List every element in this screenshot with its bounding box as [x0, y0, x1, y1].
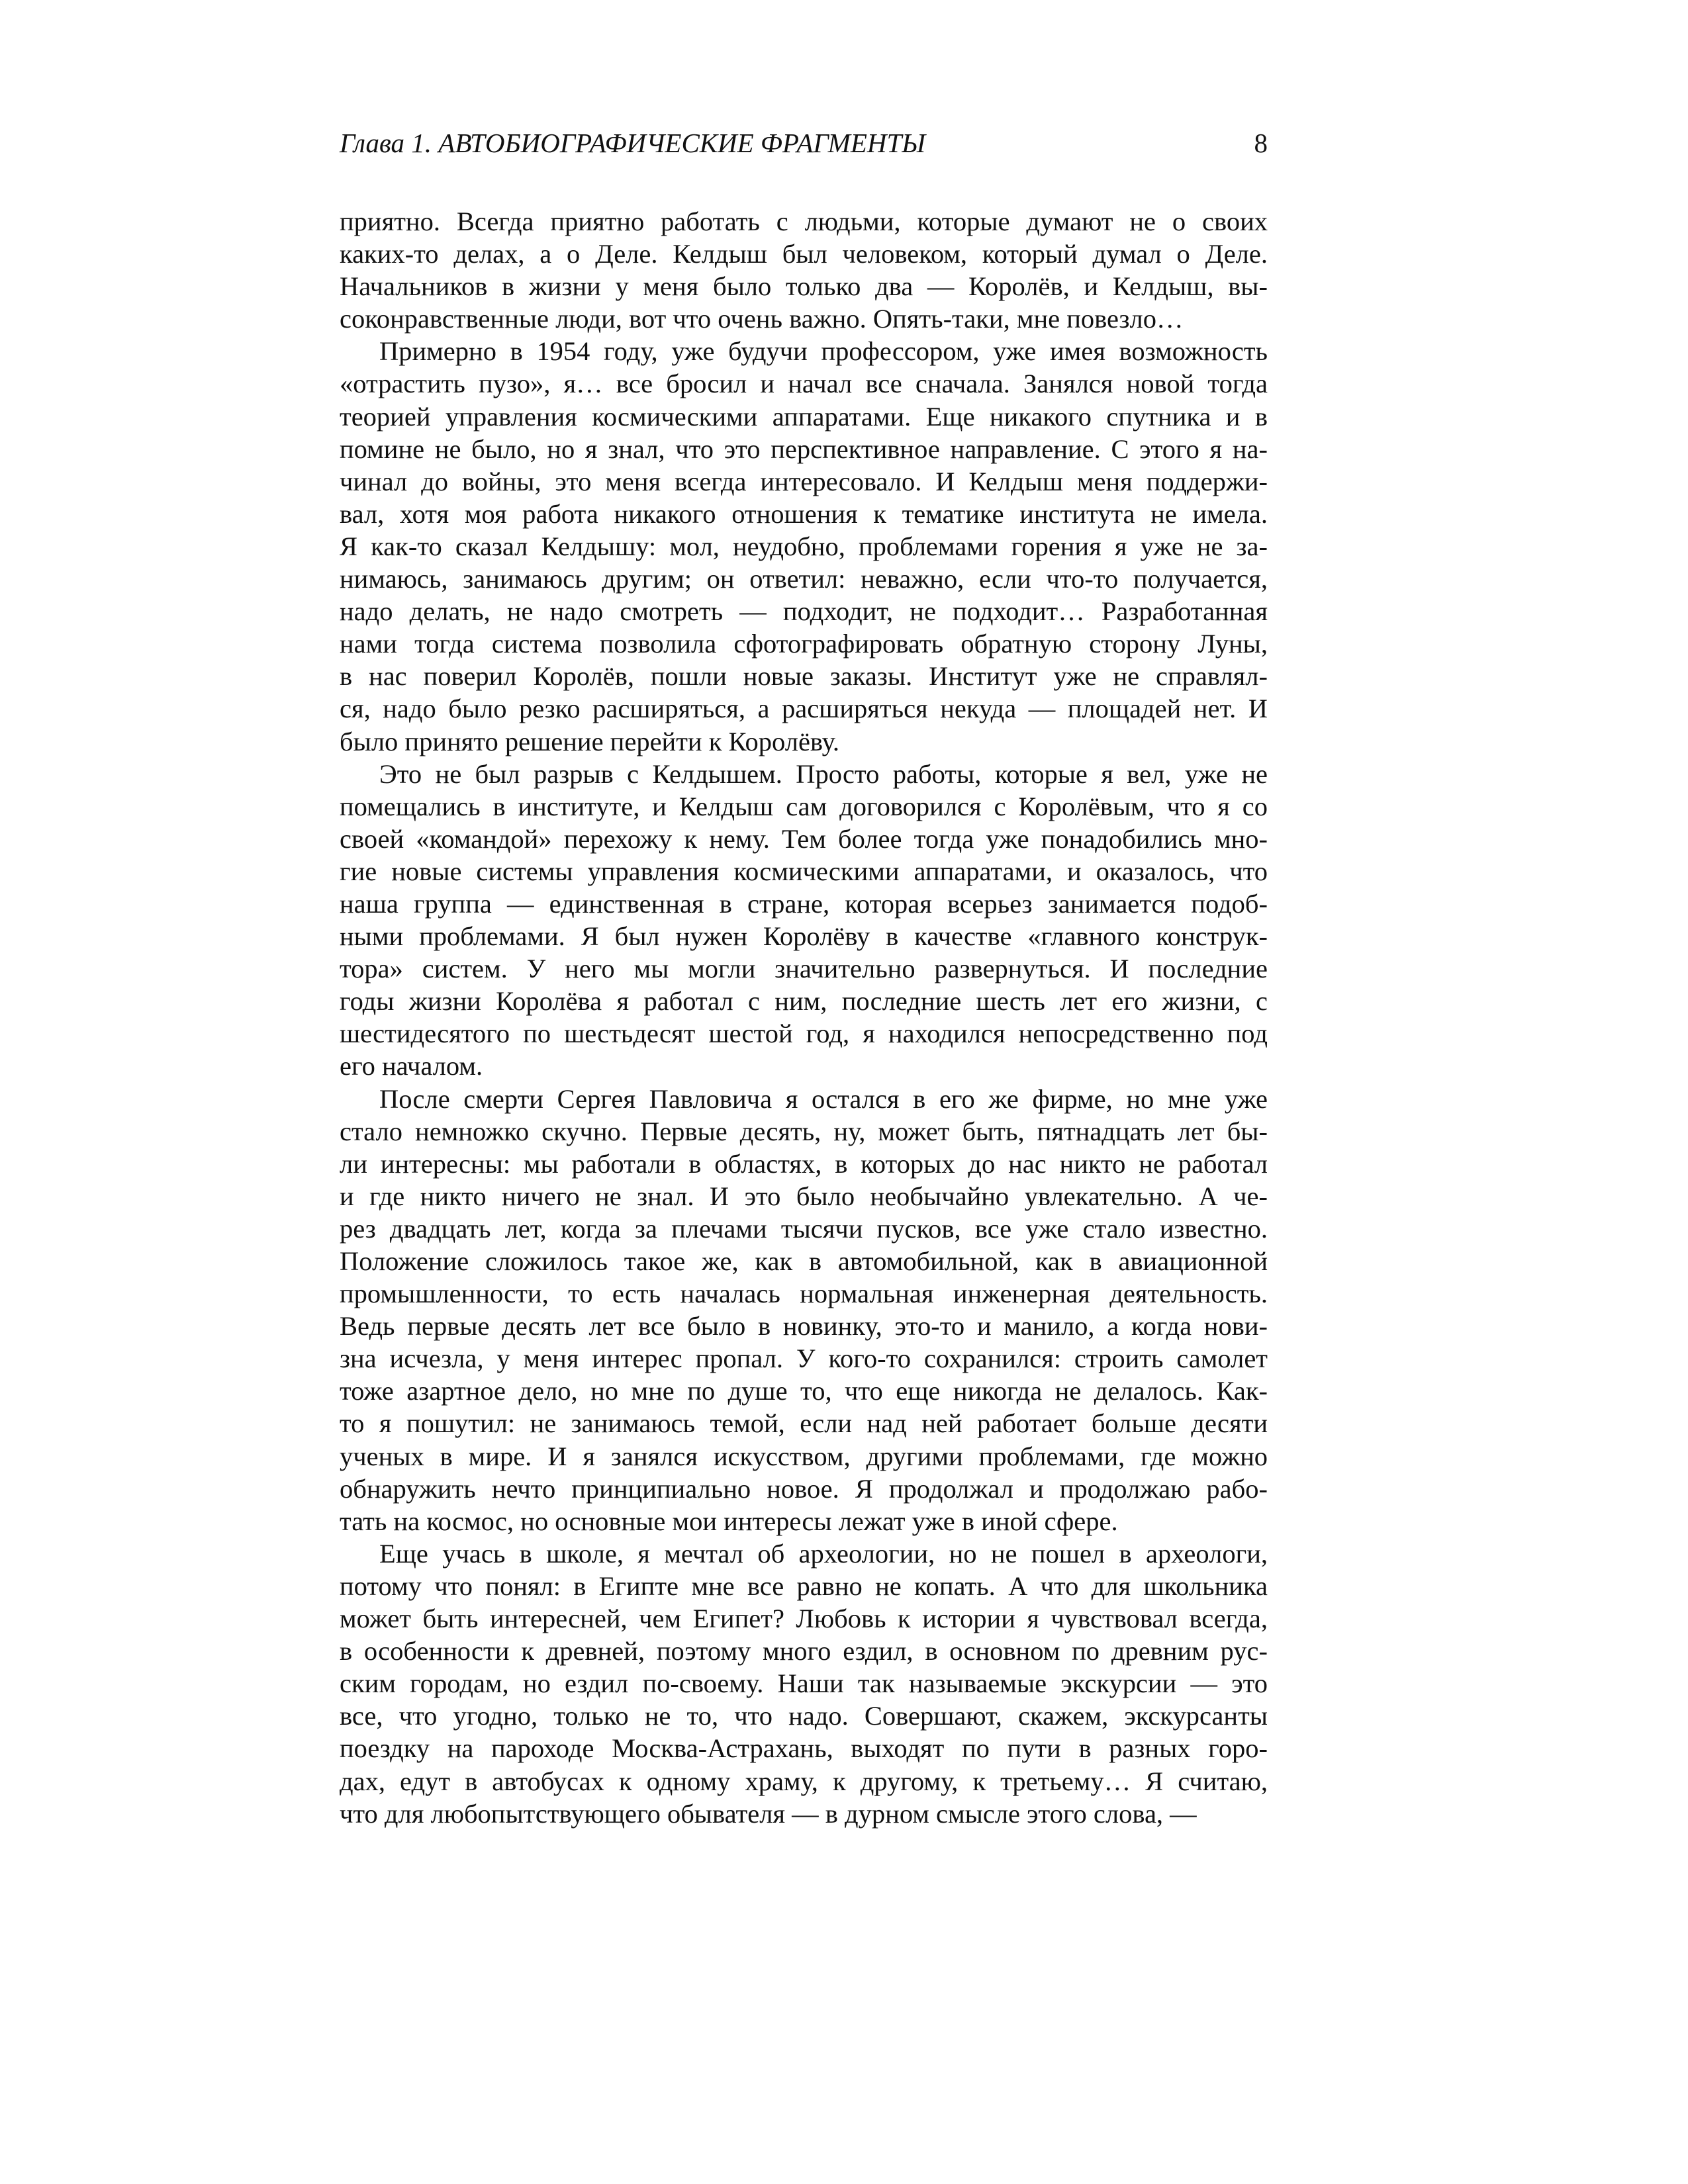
text-line: ли интересны: мы работали в областях, в которых до нас никто не работал — [340, 1148, 1268, 1179]
body-text — [340, 205, 1268, 1830]
text-line: дах, едут в автобусах к одному храму, к другому, к третьему… Я считаю, — [340, 1766, 1268, 1796]
text-line: все, что угодно, только не то, что надо. Совершают, скажем, экскурсанты — [340, 1701, 1268, 1731]
text-line: его началом. — [340, 1051, 483, 1081]
text-line: стало немножко скучно. Первые десять, ну, может быть, пятнадцать лет бы- — [340, 1116, 1268, 1146]
text-line: рез двадцать лет, когда за плечами тысячи пусков, все уже стало известно. — [340, 1213, 1268, 1244]
text-line: каких-то делах, а о Деле. Келдыш был человеком, который думал о Деле. — [340, 239, 1268, 269]
text-line: поездку на пароходе Москва-Астрахань, выходят по пути в разных горо- — [340, 1733, 1268, 1764]
text-line: «отрастить пузо», я… все бросил и начал все сначала. Занялся новой тогда — [340, 369, 1268, 399]
text-line: может быть интересней, чем Египет? Любовь к истории я чувствовал всегда, — [340, 1604, 1268, 1634]
text-line: обнаружить нечто принципиально новое. Я продолжал и продолжаю рабо- — [340, 1473, 1268, 1504]
text-line: помещались в институте, и Келдыш сам договорился с Королёвым, что я со — [340, 791, 1268, 821]
text-line: надо делать, не надо смотреть — подходит, не подходит… Разработанная — [340, 596, 1268, 627]
text-line: Примерно в 1954 году, уже будучи профессором, уже имея возможность — [379, 336, 1268, 367]
text-line: и где никто ничего не знал. И это было необычайно увлекательно. А че- — [340, 1181, 1268, 1211]
paragraph — [340, 1083, 1268, 1537]
text-line: нимаюсь, занимаюсь другим; он ответил: неважно, если что-то получается, — [340, 564, 1268, 594]
text-line: Это не был разрыв с Келдышем. Просто работы, которые я вел, уже не — [379, 758, 1268, 789]
text-line: чинал до войны, это меня всегда интересовало. И Келдыш меня поддержи- — [340, 466, 1268, 496]
text-line: наша группа — единственная в стране, которая всерьез занимается подоб- — [340, 888, 1268, 919]
page-number: 8 — [1254, 128, 1268, 158]
text-line: что для любопытствующего обывателя — в дурном смысле этого слова, — — [340, 1798, 1197, 1829]
text-line: ученых в мире. И я занялся искусством, другими проблемами, где можно — [340, 1441, 1268, 1471]
text-line: было принято решение перейти к Королёву. — [340, 726, 839, 756]
text-line: промышленности, то есть началась нормальная инженерная деятельность. — [340, 1279, 1268, 1309]
text-line: в нас поверил Королёв, пошли новые заказы. Институт уже не справлял- — [340, 661, 1268, 692]
text-line: ся, надо было резко расширяться, а расширяться некуда — площадей нет. И — [340, 694, 1268, 724]
text-line: приятно. Всегда приятно работать с людьми, которые думают не о своих — [340, 206, 1268, 236]
text-line: ными проблемами. Я был нужен Королёву в качестве «главного конструк- — [340, 921, 1268, 952]
paragraph — [340, 1537, 1268, 1830]
text-line: теорией управления космическими аппаратами. Еще никакого спутника и в — [340, 401, 1268, 432]
text-line: Ведь первые десять лет все было в новинку, это-то и манило, а когда нови- — [340, 1311, 1268, 1342]
text-line: Положение сложилось такое же, как в автомобильной, как в авиационной — [340, 1246, 1268, 1276]
text-line: тоже азартное дело, но мне по душе то, что еще никогда не делалось. Как- — [340, 1376, 1268, 1406]
text-line: нами тогда система позволила сфотографировать обратную сторону Луны, — [340, 629, 1268, 659]
running-header — [340, 127, 1268, 161]
text-line: тать на космос, но основные мои интересы лежат уже в иной сфере. — [340, 1506, 1118, 1536]
text-line: годы жизни Королёва я работал с ним, последние шесть лет его жизни, с — [340, 986, 1268, 1017]
text-line: После смерти Сергея Павловича я остался в его же фирме, но мне уже — [379, 1083, 1268, 1114]
text-line: Еще учась в школе, я мечтал об археологии, но не пошел в археологи, — [379, 1538, 1268, 1569]
text-line: ским городам, но ездил по-своему. Наши так называемые экскурсии — это — [340, 1668, 1268, 1699]
text-line: своей «командой» перехожу к нему. Тем более тогда уже понадобились мно- — [340, 823, 1268, 854]
text-line: соконравственные люди, вот что очень важно. Опять-таки, мне повезло… — [340, 304, 1184, 334]
text-line: гие новые системы управления космическими аппаратами, и оказалось, что — [340, 856, 1268, 886]
text-line: то я пошутил: не занимаюсь темой, если над ней работает больше десяти — [340, 1408, 1268, 1439]
paragraph — [340, 335, 1268, 757]
text-line: вал, хотя моя работа никакого отношения к тематике института не имела. — [340, 498, 1268, 529]
paragraph — [340, 205, 1268, 335]
text-line: шестидесятого по шестьдесят шестой год, я находился непосредственно под — [340, 1019, 1268, 1049]
text-line: в особенности к древней, поэтому много ездил, в основном по древним рус- — [340, 1636, 1268, 1666]
text-line: помине не было, но я знал, что это перспективное направление. С этого я на- — [340, 433, 1268, 464]
chapter-title: Глава 1. АВТОБИОГРАФИЧЕСКИЕ ФРАГМЕНТЫ — [340, 128, 926, 158]
text-line: Я как-то сказал Келдышу: мол, неудобно, проблемами горения я уже не за- — [340, 531, 1268, 561]
text-line: тора» систем. У него мы могли значительно развернуться. И последние — [340, 954, 1268, 984]
text-line: Начальников в жизни у меня было только два — Королёв, и Келдыш, вы- — [340, 271, 1268, 302]
text-line: зна исчезла, у меня интерес пропал. У кого-то сохранился: строить самолет — [340, 1343, 1268, 1374]
paragraph — [340, 758, 1268, 1083]
text-line: потому что понял: в Египте мне все равно не копать. А что для школьника — [340, 1570, 1268, 1601]
